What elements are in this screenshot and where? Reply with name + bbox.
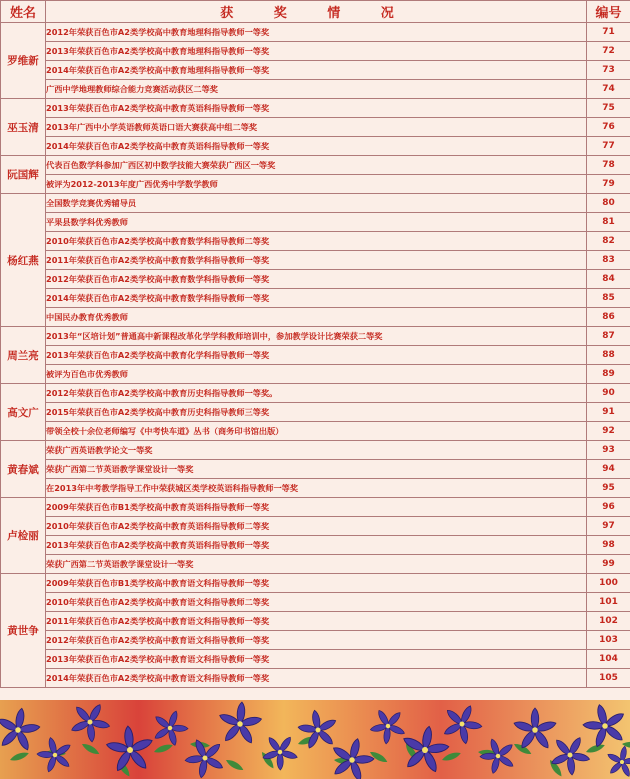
award-text: 2010年荣获百色市A2类学校高中教育语文科指导教师二等奖 bbox=[46, 593, 587, 612]
table-row bbox=[1, 23, 630, 42]
award-number: 90 bbox=[587, 384, 630, 403]
award-number: 105 bbox=[587, 669, 630, 688]
award-text: 2012年荣获百色市A2类学校高中教育历史科指导教师一等奖。 bbox=[46, 384, 587, 403]
table-row bbox=[1, 308, 630, 327]
award-number: 100 bbox=[587, 574, 630, 593]
table-row bbox=[1, 194, 630, 213]
table-row bbox=[1, 612, 630, 631]
award-number: 82 bbox=[587, 232, 630, 251]
teacher-name: 罗维新 bbox=[1, 23, 46, 99]
award-number: 93 bbox=[587, 441, 630, 460]
table-row bbox=[1, 479, 630, 498]
table-row bbox=[1, 213, 630, 232]
award-number: 84 bbox=[587, 270, 630, 289]
award-number: 77 bbox=[587, 137, 630, 156]
teacher-name: 黄世争 bbox=[1, 574, 46, 688]
table-row bbox=[1, 61, 630, 80]
table-row bbox=[1, 270, 630, 289]
table-row bbox=[1, 631, 630, 650]
award-number: 94 bbox=[587, 460, 630, 479]
award-number: 103 bbox=[587, 631, 630, 650]
award-text: 2013年广西中小学英语教师英语口语大赛获高中组二等奖 bbox=[46, 118, 587, 137]
table-row bbox=[1, 384, 630, 403]
table-row bbox=[1, 99, 630, 118]
award-number: 89 bbox=[587, 365, 630, 384]
award-text: 2011年荣获百色市A2类学校高中教育数学科指导教师一等奖 bbox=[46, 251, 587, 270]
award-number: 91 bbox=[587, 403, 630, 422]
award-text: 2014年荣获百色市A2类学校高中教育地理科指导教师一等奖 bbox=[46, 61, 587, 80]
award-number: 88 bbox=[587, 346, 630, 365]
award-text: 2010年荣获百色市A2类学校高中教育数学科指导教师二等奖 bbox=[46, 232, 587, 251]
award-number: 98 bbox=[587, 536, 630, 555]
award-text: 2014年荣获百色市A2类学校高中教育数学科指导教师一等奖 bbox=[46, 289, 587, 308]
award-number: 80 bbox=[587, 194, 630, 213]
table-row bbox=[1, 137, 630, 156]
award-text: 2014年荣获百色市A2类学校高中教育语文科指导教师一等奖 bbox=[46, 669, 587, 688]
award-text: 2009年荣获百色市B1类学校高中教育语文科指导教师一等奖 bbox=[46, 574, 587, 593]
bellflower-icon bbox=[0, 700, 630, 779]
teacher-name: 阮国辉 bbox=[1, 156, 46, 194]
award-text: 代表百色数学科参加广西区初中数学技能大赛荣获广西区一等奖 bbox=[46, 156, 587, 175]
header-name: 姓名 bbox=[1, 1, 46, 23]
teacher-name: 杨红燕 bbox=[1, 194, 46, 327]
table-header-row bbox=[1, 1, 630, 23]
award-text: 广西中学地理教师综合能力竞赛活动获区二等奖 bbox=[46, 80, 587, 99]
table-row bbox=[1, 327, 630, 346]
table-row bbox=[1, 669, 630, 688]
award-number: 96 bbox=[587, 498, 630, 517]
teacher-name: 高文广 bbox=[1, 384, 46, 441]
teacher-name: 黄春斌 bbox=[1, 441, 46, 498]
table-row bbox=[1, 555, 630, 574]
award-number: 104 bbox=[587, 650, 630, 669]
table-row bbox=[1, 156, 630, 175]
award-text: 2013年荣获百色市A2类学校高中教育英语科指导教师一等奖 bbox=[46, 536, 587, 555]
award-text: 带领全校十余位老师编写《中考快车道》丛书（商务印书馆出版） bbox=[46, 422, 587, 441]
table-row bbox=[1, 498, 630, 517]
award-number: 92 bbox=[587, 422, 630, 441]
award-text: 2012年荣获百色市A2类学校高中教育地理科指导教师一等奖 bbox=[46, 23, 587, 42]
award-text: 被评为百色市优秀教师 bbox=[46, 365, 587, 384]
award-number: 86 bbox=[587, 308, 630, 327]
table-row bbox=[1, 650, 630, 669]
award-text: 2014年荣获百色市A2类学校高中教育英语科指导教师一等奖 bbox=[46, 137, 587, 156]
award-text: 2013年荣获百色市A2类学校高中教育语文科指导教师一等奖 bbox=[46, 650, 587, 669]
award-number: 81 bbox=[587, 213, 630, 232]
award-text: 2012年荣获百色市A2类学校高中教育语文科指导教师一等奖 bbox=[46, 631, 587, 650]
award-text: 2013年荣获百色市A2类学校高中教育地理科指导教师一等奖 bbox=[46, 42, 587, 61]
award-number: 83 bbox=[587, 251, 630, 270]
award-text: 2009年荣获百色市B1类学校高中教育英语科指导教师一等奖 bbox=[46, 498, 587, 517]
teacher-name: 卢检丽 bbox=[1, 498, 46, 574]
award-text: 中国民办教育优秀教师 bbox=[46, 308, 587, 327]
award-text: 被评为2012-2013年度广西优秀中学数学教师 bbox=[46, 175, 587, 194]
table-row bbox=[1, 403, 630, 422]
award-text: 荣获广西英语教学论文一等奖 bbox=[46, 441, 587, 460]
award-text: 2013年荣获百色市A2类学校高中教育化学科指导教师一等奖 bbox=[46, 346, 587, 365]
table-row bbox=[1, 42, 630, 61]
teacher-name: 周兰亮 bbox=[1, 327, 46, 384]
table-row bbox=[1, 593, 630, 612]
table-row bbox=[1, 574, 630, 593]
table-row bbox=[1, 536, 630, 555]
award-number: 73 bbox=[587, 61, 630, 80]
table-row bbox=[1, 232, 630, 251]
table-row bbox=[1, 460, 630, 479]
teacher-name: 巫玉清 bbox=[1, 99, 46, 156]
award-text: 2013年荣获百色市A2类学校高中教育英语科指导教师一等奖 bbox=[46, 99, 587, 118]
table-row bbox=[1, 365, 630, 384]
award-number: 87 bbox=[587, 327, 630, 346]
table-row bbox=[1, 80, 630, 99]
table-row bbox=[1, 118, 630, 137]
award-number: 99 bbox=[587, 555, 630, 574]
award-number: 74 bbox=[587, 80, 630, 99]
flower-border-footer bbox=[0, 700, 630, 779]
award-text: 平果县数学科优秀教师 bbox=[46, 213, 587, 232]
table-row bbox=[1, 422, 630, 441]
award-text: 2011年荣获百色市A2类学校高中教育语文科指导教师一等奖 bbox=[46, 612, 587, 631]
award-text: 2015年荣获百色市A2类学校高中教育历史科指导教师三等奖 bbox=[46, 403, 587, 422]
award-number: 102 bbox=[587, 612, 630, 631]
award-number: 72 bbox=[587, 42, 630, 61]
table-row bbox=[1, 251, 630, 270]
award-number: 78 bbox=[587, 156, 630, 175]
award-number: 75 bbox=[587, 99, 630, 118]
award-text: 在2013年中考教学指导工作中荣获城区类学校英语科指导教师一等奖 bbox=[46, 479, 587, 498]
award-text: 2012年荣获百色市A2类学校高中教育数学科指导教师一等奖 bbox=[46, 270, 587, 289]
award-text: 2010年荣获百色市A2类学校高中教育英语科指导教师二等奖 bbox=[46, 517, 587, 536]
award-number: 79 bbox=[587, 175, 630, 194]
header-number: 编号 bbox=[587, 1, 630, 23]
award-text: 2013年“区培计划”普通高中新课程改革化学学科教师培训中，参加教学设计比赛荣获二等奖 bbox=[46, 327, 587, 346]
header-awards: 获 奖 情 况 bbox=[46, 1, 587, 23]
table-body bbox=[1, 23, 630, 688]
award-text: 全国数学竞赛优秀辅导员 bbox=[46, 194, 587, 213]
award-text: 荣获广西第二节英语教学课堂设计一等奖 bbox=[46, 460, 587, 479]
table-row bbox=[1, 289, 630, 308]
award-number: 71 bbox=[587, 23, 630, 42]
table-row bbox=[1, 441, 630, 460]
table-row bbox=[1, 175, 630, 194]
award-number: 97 bbox=[587, 517, 630, 536]
table-row bbox=[1, 517, 630, 536]
award-number: 85 bbox=[587, 289, 630, 308]
table-row bbox=[1, 346, 630, 365]
award-number: 76 bbox=[587, 118, 630, 137]
award-number: 95 bbox=[587, 479, 630, 498]
award-number: 101 bbox=[587, 593, 630, 612]
award-text: 荣获广西第二节英语教学课堂设计一等奖 bbox=[46, 555, 587, 574]
